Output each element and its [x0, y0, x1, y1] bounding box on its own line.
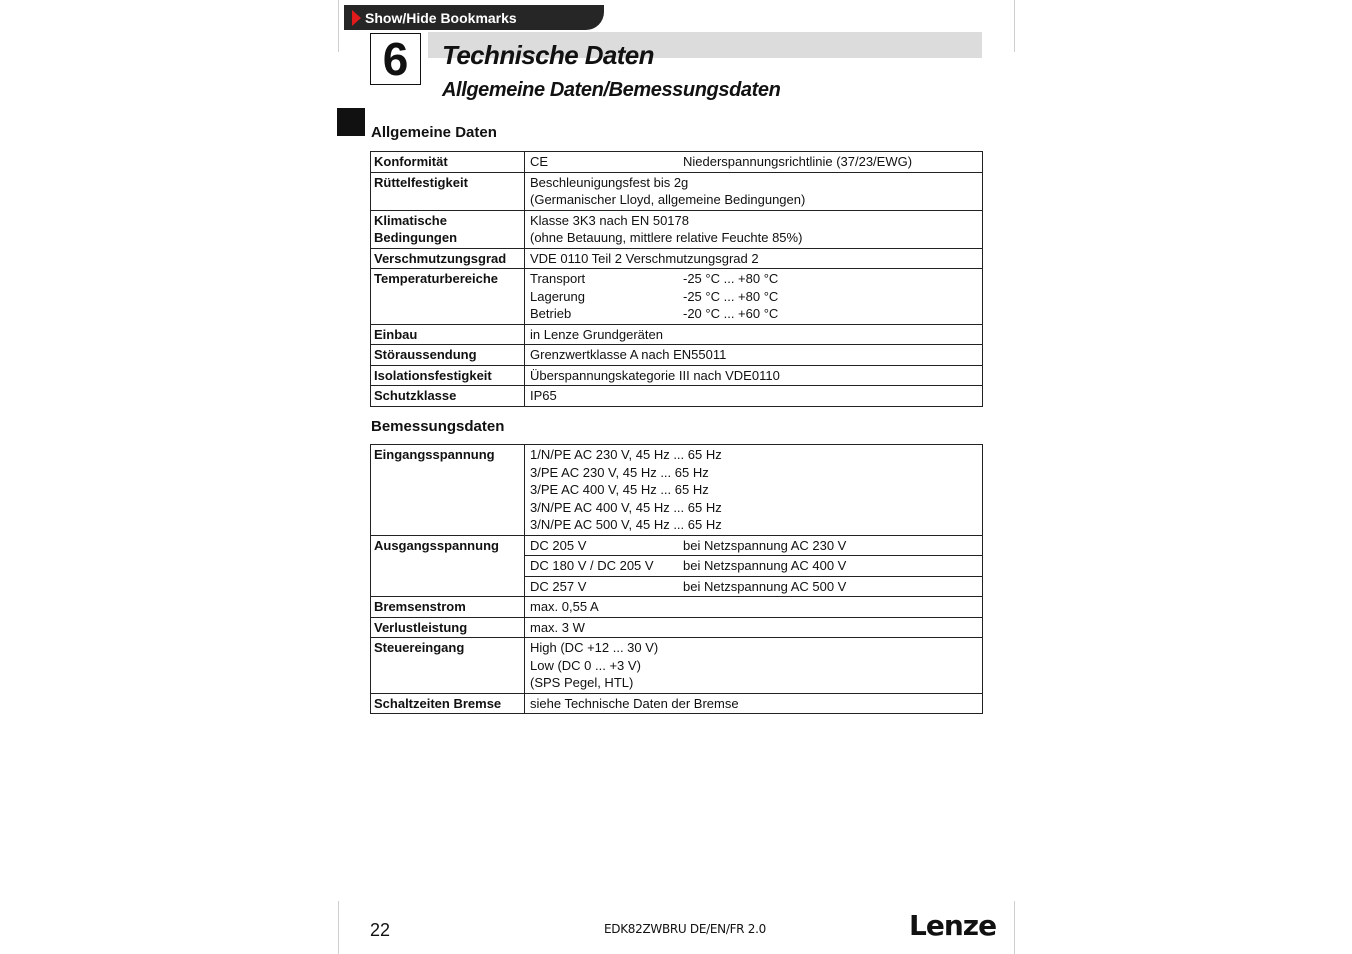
table-row [371, 693, 983, 714]
chapter-number: 6 [370, 33, 421, 85]
label-line: Bedingungen [374, 230, 458, 245]
table-row [371, 597, 983, 618]
table-row [371, 345, 983, 366]
document-id: EDK82ZWBRU DE/EN/FR 2.0 [604, 922, 766, 936]
row-value: max. 3 W [525, 617, 983, 638]
row-value: Überspannungskategorie III nach VDE0110 [525, 365, 983, 386]
output-dc: DC 257 V [530, 578, 587, 594]
temperature-line [530, 305, 978, 323]
table-row [371, 269, 983, 325]
value-line: 3/PE AC 230 V, 45 Hz ... 65 Hz [530, 464, 709, 480]
table-row [371, 386, 983, 407]
table-row [371, 324, 983, 345]
row-value: in Lenze Grundgeräten [525, 324, 983, 345]
row-label: Schutzklasse [371, 386, 525, 407]
bookmarks-label: Show/Hide Bookmarks [365, 9, 517, 26]
value-line: Low (DC 0 ... +3 V) [530, 657, 641, 673]
label-line: Klimatische [374, 212, 447, 228]
row-label: Bremsenstrom [371, 597, 525, 618]
row-value [525, 445, 983, 536]
output-note: bei Netzspannung AC 500 V [683, 578, 847, 594]
row-value [525, 535, 983, 556]
temperature-line [530, 270, 978, 288]
value-col1: CE [530, 154, 549, 169]
section-title-rating: Bemessungsdaten [371, 418, 505, 435]
row-value: VDE 0110 Teil 2 Verschmutzungsgrad 2 [525, 248, 983, 269]
margin-line-bottom-right [1014, 901, 1015, 954]
row-label: Rüttelfestigkeit [371, 172, 525, 210]
value-line: (Germanischer Lloyd, allgemeine Bedingungen) [530, 192, 806, 207]
page-number: 22 [370, 920, 391, 940]
margin-line-bottom-left [338, 901, 339, 954]
row-label: Verschmutzungsgrad [371, 248, 525, 269]
temp-name: Betrieb [530, 306, 572, 321]
table-row [371, 248, 983, 269]
row-value: IP65 [525, 386, 983, 407]
value-col2: Niederspannungsrichtlinie (37/23/EWG) [683, 154, 913, 169]
value-line: (SPS Pegel, HTL) [530, 675, 634, 690]
value-line: 3/N/PE AC 500 V, 45 Hz ... 65 Hz [530, 517, 722, 532]
row-label: Konformität [371, 152, 525, 173]
row-value [525, 576, 983, 597]
temp-range: -20 °C ... +60 °C [683, 306, 779, 321]
rating-data-table [370, 444, 983, 714]
temp-name: Transport [530, 271, 586, 286]
row-label: Steuereingang [371, 638, 525, 694]
row-label [371, 210, 525, 248]
table-row [371, 152, 983, 173]
row-value: Grenzwertklasse A nach EN55011 [525, 345, 983, 366]
row-label: Einbau [371, 324, 525, 345]
section-marker [337, 108, 365, 136]
temp-range: -25 °C ... +80 °C [683, 271, 779, 286]
margin-line-top-left [338, 0, 339, 52]
output-note: bei Netzspannung AC 400 V [683, 558, 847, 573]
row-label: Verlustleistung [371, 617, 525, 638]
section-title-general: Allgemeine Daten [371, 124, 497, 141]
row-value: max. 0,55 A [525, 597, 983, 618]
page-subtitle: Allgemeine Daten/Bemessungsdaten [442, 79, 781, 101]
general-data-table [370, 151, 983, 407]
lenze-logo: Lenze [909, 909, 997, 942]
value-line: High (DC +12 ... 30 V) [530, 640, 659, 655]
output-dc: DC 180 V / DC 205 V [530, 558, 654, 573]
table-row [371, 617, 983, 638]
table-row [371, 210, 983, 248]
row-value [525, 210, 983, 248]
row-value [525, 556, 983, 577]
row-value [525, 638, 983, 694]
value-line: 3/PE AC 400 V, 45 Hz ... 65 Hz [530, 482, 709, 497]
value-line: 3/N/PE AC 400 V, 45 Hz ... 65 Hz [530, 499, 722, 515]
temp-name: Lagerung [530, 288, 585, 304]
value-line: (ohne Betauung, mittlere relative Feuchte 85%) [530, 230, 803, 245]
row-label: Schaltzeiten Bremse [371, 693, 525, 714]
value-line: Beschleunigungsfest bis 2g [530, 174, 689, 190]
output-dc: DC 205 V [530, 537, 587, 553]
show-hide-bookmarks-button[interactable] [344, 5, 604, 30]
temperature-line [530, 288, 978, 306]
margin-line-top-right [1014, 0, 1015, 52]
row-label: Temperaturbereiche [371, 269, 525, 325]
row-label: Ausgangsspannung [371, 535, 525, 597]
row-label: Eingangsspannung [371, 445, 525, 536]
row-label: Isolationsfestigkeit [371, 365, 525, 386]
table-row [371, 365, 983, 386]
table-row [371, 172, 983, 210]
value-line: 1/N/PE AC 230 V, 45 Hz ... 65 Hz [530, 447, 722, 462]
temp-range: -25 °C ... +80 °C [683, 288, 779, 304]
triangle-right-icon [352, 10, 361, 26]
output-note: bei Netzspannung AC 230 V [683, 537, 847, 553]
table-row [371, 535, 983, 556]
row-value: siehe Technische Daten der Bremse [525, 693, 983, 714]
row-label: Störaussendung [371, 345, 525, 366]
row-value [525, 172, 983, 210]
table-row [371, 638, 983, 694]
row-value [525, 152, 983, 173]
table-row [371, 445, 983, 536]
value-line: Klasse 3K3 nach EN 50178 [530, 212, 689, 228]
page-title: Technische Daten [442, 40, 654, 70]
row-value [525, 269, 983, 325]
